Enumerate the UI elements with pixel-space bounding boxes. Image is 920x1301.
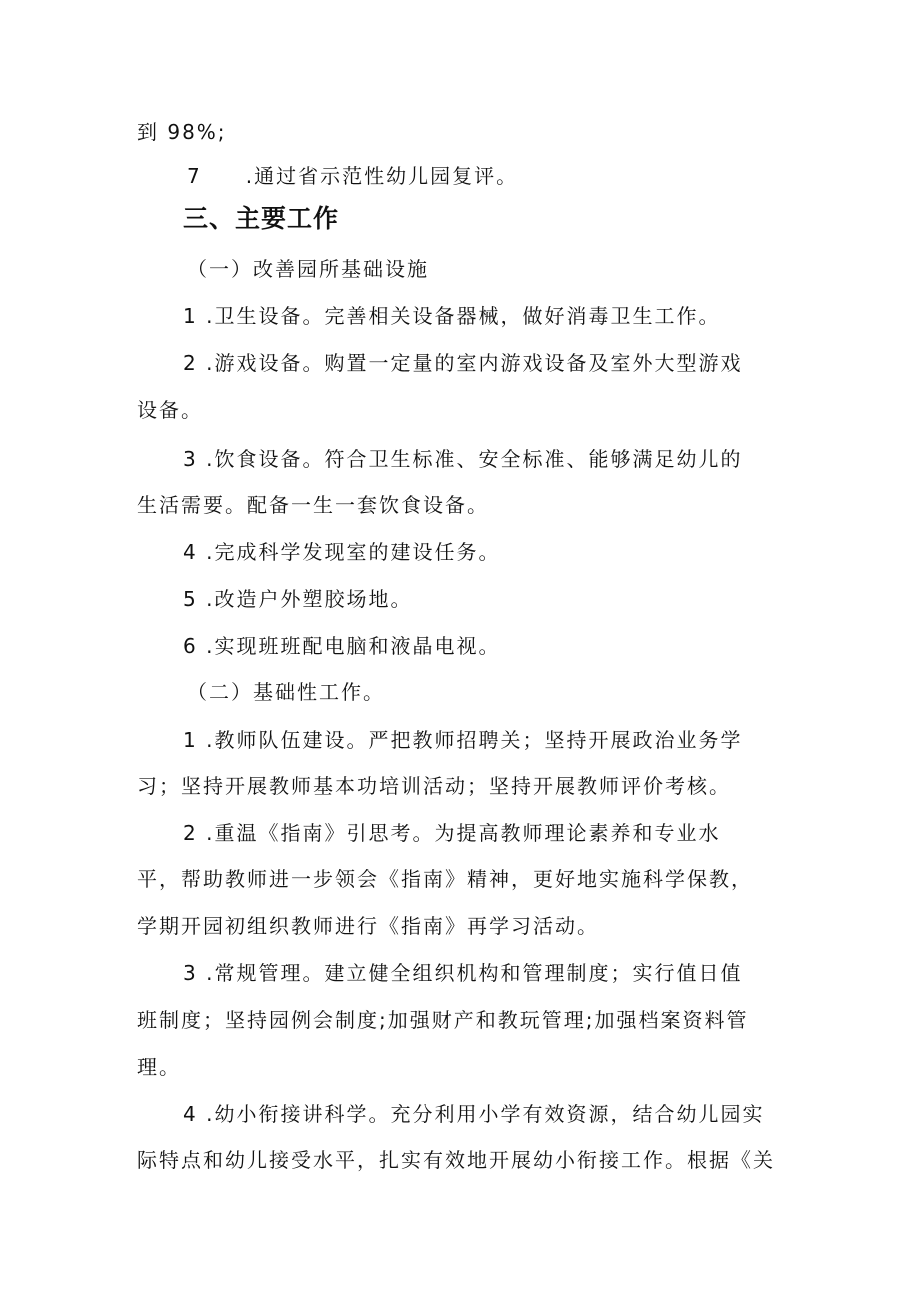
list-item: 1 .教师队伍建设。严把教师招聘关；坚持开展政治业务学 bbox=[183, 728, 743, 752]
list-item: 3 .饮食设备。符合卫生标准、安全标准、能够满足幼儿的 bbox=[183, 447, 743, 471]
text-line: 平，帮助教师进一步领会《指南》精神，更好地实施科学保教， bbox=[137, 867, 753, 891]
text-line: 习；坚持开展教师基本功培训活动；坚持开展教师评价考核。 bbox=[137, 774, 731, 798]
list-item: 2 .游戏设备。购置一定量的室内游戏设备及室外大型游戏 bbox=[183, 351, 743, 375]
text-line: 设备。 bbox=[137, 398, 203, 422]
section-heading: 三、主要工作 bbox=[183, 204, 340, 233]
list-item: 1 .卫生设备。完善相关设备器械，做好消毒卫生工作。 bbox=[183, 304, 721, 328]
list-item: 3 .常规管理。建立健全组织机构和管理制度；实行值日值 bbox=[183, 961, 743, 985]
text-line: 学期开园初组织教师进行《指南》再学习活动。 bbox=[137, 914, 599, 938]
list-item: 5 .改造户外塑胶场地。 bbox=[183, 587, 413, 611]
list-item: 2 .重温《指南》引思考。为提高教师理论素养和专业水 bbox=[183, 821, 721, 845]
text-line: 班制度；坚持园例会制度;加强财产和教玩管理;加强档案资料管 bbox=[137, 1008, 749, 1032]
text-line: 理。 bbox=[137, 1055, 181, 1079]
list-item: 4 .幼小衔接讲科学。充分利用小学有效资源，结合幼儿园实 bbox=[183, 1102, 765, 1126]
text-line: 际特点和幼儿接受水平，扎实有效地开展幼小衔接工作。根据《关 bbox=[137, 1148, 775, 1172]
list-item: 4 .完成科学发现室的建设任务。 bbox=[183, 540, 501, 564]
text-line: 生活需要。配备一生一套饮食设备。 bbox=[137, 493, 489, 517]
goal-item-7: 7 .通过省示范性幼儿园复评。 bbox=[187, 164, 519, 188]
list-item: 6 .实现班班配电脑和液晶电视。 bbox=[183, 634, 501, 658]
text-line: 到 98%; bbox=[137, 120, 227, 144]
subsection-heading-1: （一）改善园所基础设施 bbox=[187, 257, 429, 281]
subsection-heading-2: （二）基础性工作。 bbox=[187, 680, 385, 704]
